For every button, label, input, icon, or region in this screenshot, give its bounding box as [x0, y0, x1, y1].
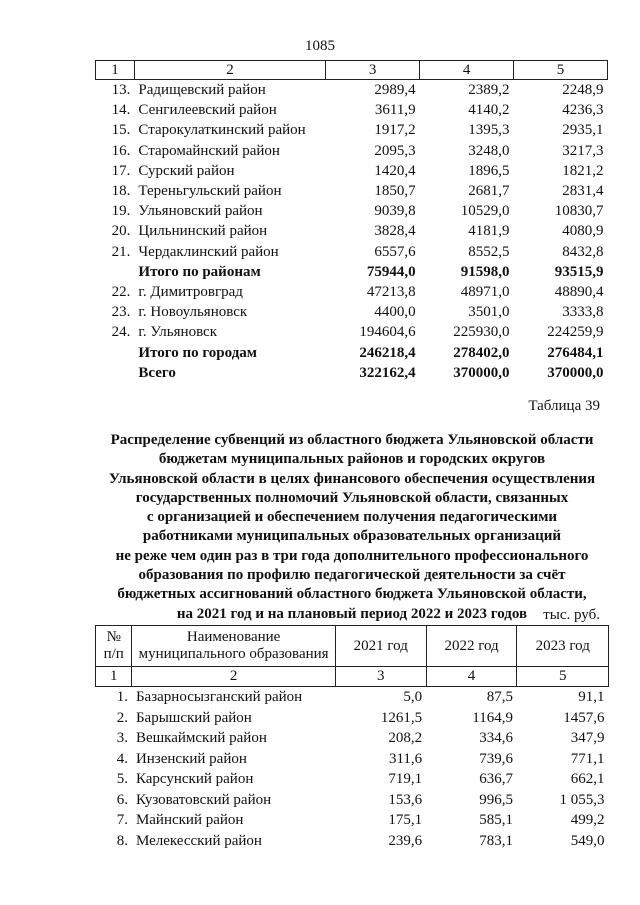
title-line: образования по профилю педагогической деятельности за счёт: [138, 567, 566, 584]
value-2022: 278402,0: [453, 344, 510, 361]
row-name: г. Ульяновск: [138, 324, 218, 341]
value-2021: 2095,3: [374, 142, 416, 159]
row-name: Базарносызганский район: [135, 689, 303, 706]
row-number: [96, 342, 135, 362]
row-number: 21.: [111, 243, 131, 260]
row-number: 8.: [116, 832, 128, 849]
value-2022: 370000,0: [453, 364, 510, 381]
row-name: Цильнинский район: [138, 223, 268, 240]
value-2022: 2389,2: [468, 82, 510, 99]
value-2023: 1821,2: [562, 162, 604, 179]
value-2023: 2831,4: [562, 183, 604, 200]
value-2022: 636,7: [479, 771, 513, 788]
header-cell: 1: [96, 667, 132, 687]
value-2022: 996,5: [479, 791, 513, 808]
row-number: 6.: [116, 791, 128, 808]
table-row: [96, 282, 608, 302]
value-2021: 1261,5: [380, 709, 423, 726]
table-row: [96, 181, 608, 201]
row-name: Барышский район: [135, 709, 252, 726]
value-2021: 153,6: [388, 791, 423, 808]
column-number-row: [96, 667, 609, 687]
value-2021: 322162,4: [359, 364, 416, 381]
table-row: [96, 687, 609, 708]
header-cell: 5: [514, 61, 608, 80]
value-2022: 4181,9: [468, 223, 510, 240]
table-label: Таблица 39: [528, 398, 600, 414]
header-cell: 1: [96, 61, 135, 80]
row-number: 17.: [111, 162, 131, 179]
value-2022: 10529,0: [460, 203, 510, 220]
row-number: 2.: [116, 709, 128, 726]
table-row: [96, 100, 608, 120]
table-row: [96, 831, 609, 852]
value-2021: 9039,8: [374, 203, 416, 220]
row-number: 18.: [111, 183, 131, 200]
header-number: № п/п: [96, 626, 132, 667]
table-row: [96, 810, 609, 831]
header-cell: 2: [134, 61, 325, 80]
value-2023: 771,1: [570, 750, 605, 767]
value-2022: 1164,9: [472, 709, 513, 726]
row-number: 5.: [116, 771, 128, 788]
row-name: Тереньгульский район: [138, 183, 282, 200]
units-label: тыс. руб.: [543, 607, 600, 623]
header-cell: 5: [517, 667, 609, 687]
value-2023: 1 055,3: [559, 791, 605, 808]
value-2021: 311,6: [388, 750, 423, 767]
title-line: с организацией и обеспечением получения педагогическими: [146, 509, 558, 526]
value-2022: 3501,0: [468, 304, 510, 321]
value-2022: 87,5: [486, 689, 513, 706]
table-row: [96, 221, 608, 241]
value-2021: 4400,0: [374, 304, 416, 321]
table-title: [95, 431, 609, 624]
value-2022: 2681,7: [468, 183, 510, 200]
title-line: на 2021 год и на плановый период 2022 и 2023 годов: [176, 605, 528, 622]
value-2023: 93515,9: [554, 263, 604, 280]
row-number: 3.: [116, 730, 128, 747]
value-2023: 1457,6: [563, 709, 605, 726]
table-row: [96, 708, 609, 729]
value-2023: 3217,3: [562, 142, 604, 159]
row-number: 22.: [111, 283, 131, 300]
row-number: 19.: [111, 203, 131, 220]
row-name: Инзенский район: [135, 750, 247, 767]
header-cell: 2: [132, 667, 335, 687]
value-2023: 662,1: [570, 771, 605, 788]
title-line: бюджетам муниципальных районов и городских округов: [158, 451, 546, 468]
value-2022: 1395,3: [468, 122, 510, 139]
value-2023: 549,0: [570, 832, 605, 849]
value-2023: 2935,1: [562, 122, 604, 139]
row-number: 23.: [111, 304, 131, 321]
subvention-table: [95, 625, 609, 851]
row-name: Мелекесский район: [135, 832, 262, 849]
row-name: г. Новоульяновск: [138, 304, 248, 321]
row-number: 14.: [111, 102, 131, 119]
row-name: Майнский район: [135, 812, 244, 829]
table-row: [96, 342, 608, 362]
value-2023: 4080,9: [562, 223, 604, 240]
allocation-table-continued: [95, 60, 608, 383]
value-2022: 48971,0: [460, 283, 510, 300]
value-2023: 499,2: [570, 812, 605, 829]
row-name: Сурский район: [138, 162, 235, 179]
column-number-row: [96, 61, 608, 80]
value-2021: 75944,0: [366, 263, 416, 280]
row-name: Старомайнский район: [138, 142, 280, 159]
value-2021: 208,2: [388, 730, 423, 747]
value-2023: 91,1: [578, 689, 605, 706]
row-name: Сенгилеевский район: [138, 102, 277, 119]
header-name: Наименование муниципального образования: [132, 626, 335, 667]
row-name: Чердаклинский район: [138, 243, 279, 260]
row-name: Вешкаймский район: [135, 730, 267, 747]
value-2023: 3333,8: [562, 304, 604, 321]
table-row: [96, 262, 608, 282]
value-2022: 3248,0: [468, 142, 510, 159]
value-2021: 3828,4: [374, 223, 416, 240]
row-name: Радищевский район: [138, 82, 266, 99]
value-2023: 8432,8: [562, 243, 604, 260]
row-number: [96, 262, 135, 282]
value-2021: 239,6: [388, 832, 423, 849]
page-number: 1085: [305, 38, 335, 54]
value-2021: 246218,4: [359, 344, 416, 361]
title-line: бюджетных ассигнований областного бюджета Ульяновской области,: [117, 586, 587, 603]
header-year-2022: 2022 год: [426, 626, 517, 667]
table-row: [96, 728, 609, 749]
value-2021: 1917,2: [374, 122, 416, 139]
value-2022: 739,6: [479, 750, 513, 767]
value-2022: 783,1: [479, 832, 513, 849]
value-2023: 347,9: [570, 730, 605, 747]
row-name: Итого по городам: [138, 344, 257, 361]
header-cell: 4: [426, 667, 517, 687]
title-line: работниками муниципальных образовательных организаций: [142, 528, 562, 545]
value-2021: 1420,4: [374, 162, 416, 179]
row-number: 24.: [111, 324, 131, 341]
row-name: г. Димитровград: [138, 283, 243, 300]
row-name: Старокулаткинский район: [138, 122, 306, 139]
title-line: государственных полномочий Ульяновской области, связанных: [135, 489, 569, 506]
table-row: [96, 242, 608, 262]
table-row: [96, 790, 609, 811]
row-number: 20.: [111, 223, 131, 240]
header-cell: 3: [326, 61, 420, 80]
value-2021: 1850,7: [374, 183, 416, 200]
title-line: не реже чем один раз в три года дополнительного профессионального: [115, 547, 589, 564]
table-row: [96, 302, 608, 322]
table-row: [96, 120, 608, 140]
value-2021: 3611,9: [374, 102, 416, 119]
value-2021: 175,1: [388, 812, 423, 829]
header-cell: 3: [335, 667, 426, 687]
title-line: Распределение субвенций из областного бюджета Ульяновской области: [110, 432, 594, 448]
value-2022: 1896,5: [468, 162, 510, 179]
value-2021: 194604,6: [359, 324, 416, 341]
value-2023: 276484,1: [547, 344, 604, 361]
value-2023: 224259,9: [547, 324, 604, 341]
value-2021: 47213,8: [366, 283, 416, 300]
value-2023: 48890,4: [554, 283, 604, 300]
value-2021: 2989,4: [374, 82, 416, 99]
value-2022: 4140,2: [468, 102, 510, 119]
value-2021: 5,0: [403, 689, 423, 706]
row-number: 7.: [116, 812, 128, 829]
header-year-2023: 2023 год: [517, 626, 609, 667]
row-number: 15.: [111, 122, 131, 139]
row-name: Итого по районам: [138, 263, 261, 280]
row-name: Ульяновский район: [138, 203, 263, 220]
header-year-2021: 2021 год: [335, 626, 426, 667]
row-number: 4.: [116, 750, 128, 767]
table-header-row: [96, 626, 609, 667]
table-row: [96, 141, 608, 161]
value-2022: 8552,5: [468, 243, 510, 260]
value-2022: 334,6: [479, 730, 513, 747]
row-number: 1.: [116, 689, 128, 706]
table-row: [96, 749, 609, 770]
value-2023: 370000,0: [547, 364, 604, 381]
value-2021: 6557,6: [374, 243, 416, 260]
title-line: Ульяновской области в целях финансового обеспечения осуществления: [108, 470, 596, 487]
row-name: Всего: [138, 364, 176, 381]
value-2021: 719,1: [388, 771, 423, 788]
table-row: [96, 80, 608, 101]
table-row: [96, 201, 608, 221]
table-row: [96, 769, 609, 790]
header-cell: 4: [420, 61, 514, 80]
value-2023: 4236,3: [562, 102, 604, 119]
row-number: 16.: [111, 142, 131, 159]
value-2022: 585,1: [479, 812, 513, 829]
row-name: Карсунский район: [135, 771, 254, 788]
value-2023: 10830,7: [554, 203, 604, 220]
value-2022: 91598,0: [460, 263, 510, 280]
table-row: [96, 322, 608, 342]
row-number: [96, 363, 135, 383]
table-row: [96, 363, 608, 383]
table-row: [96, 161, 608, 181]
value-2023: 2248,9: [562, 82, 604, 99]
row-name: Кузоватовский район: [135, 791, 272, 808]
value-2022: 225930,0: [453, 324, 510, 341]
row-number: 13.: [111, 82, 131, 99]
